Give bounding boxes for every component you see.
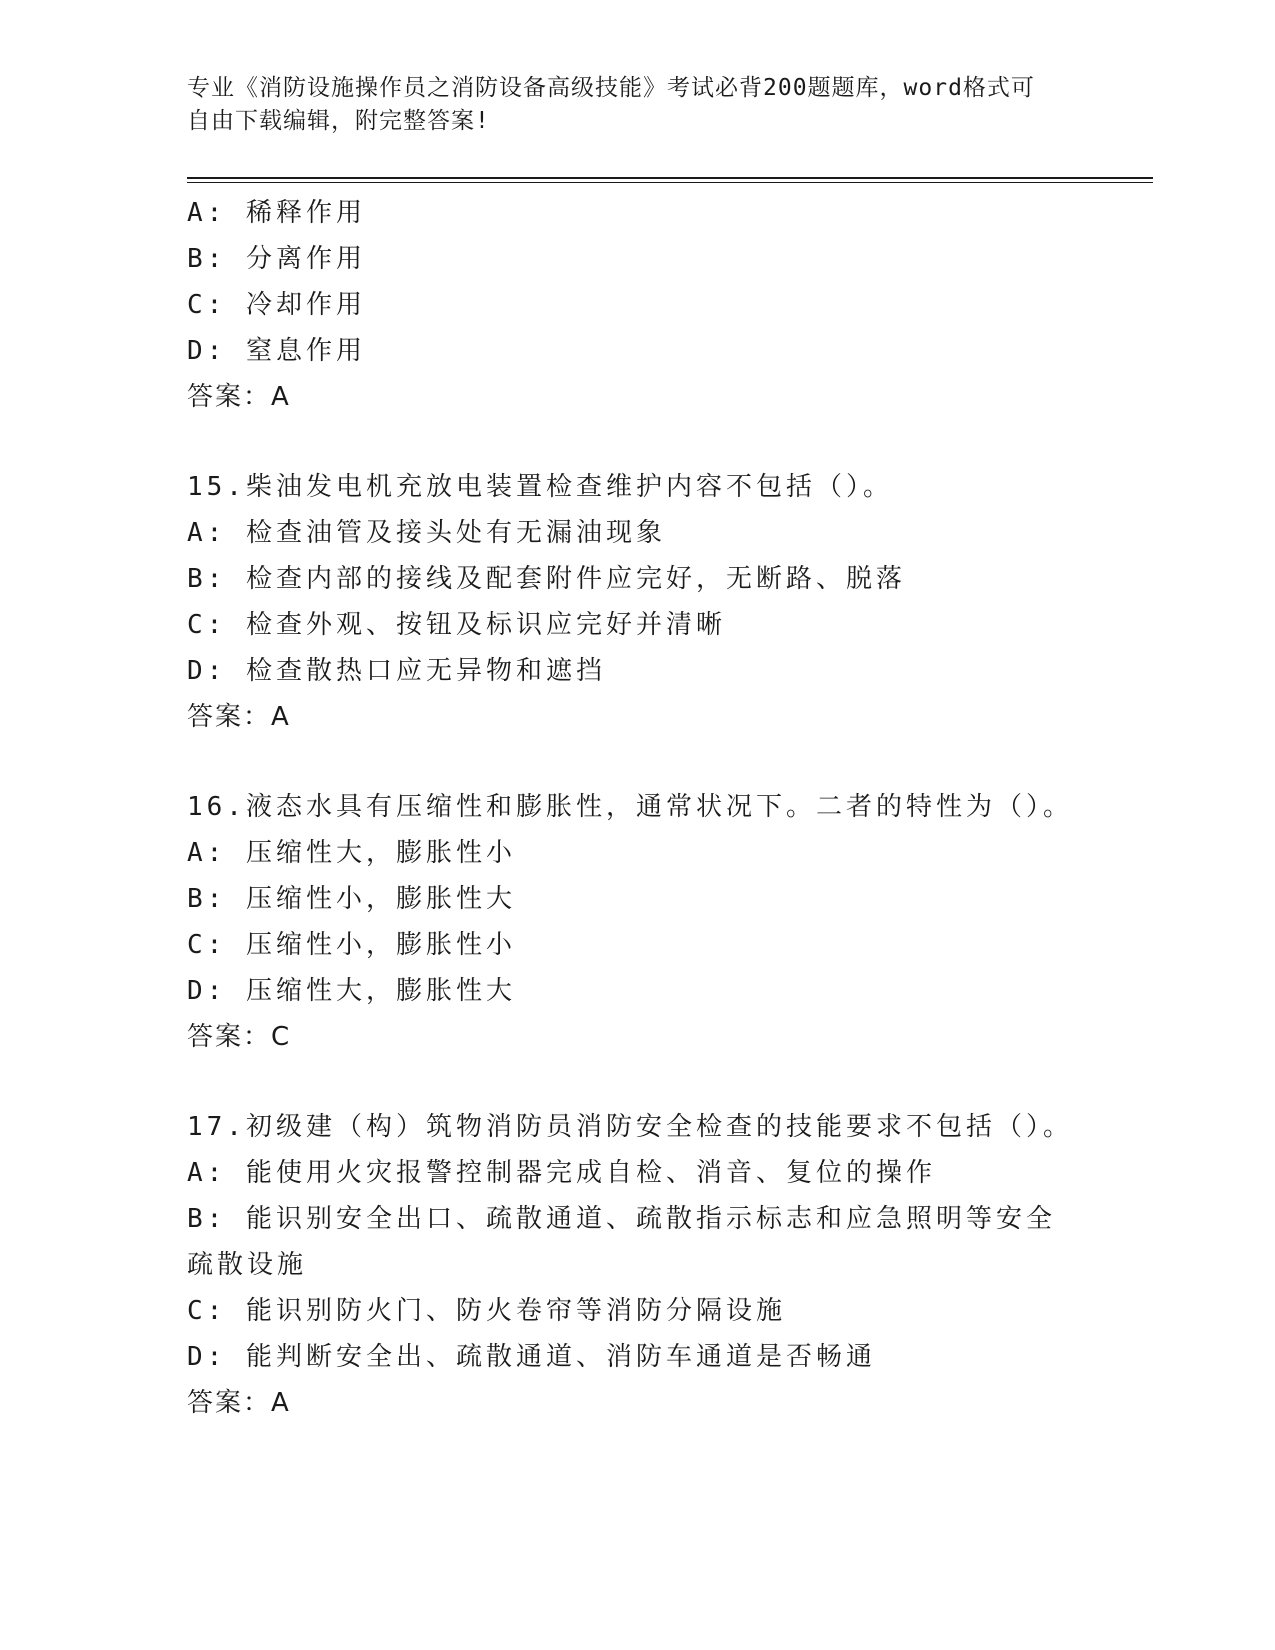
option-c: C: 冷却作用 bbox=[187, 290, 366, 320]
option-b: B: 能识别安全出口、疏散通道、疏散指示标志和应急照明等安全疏散设施 bbox=[187, 1204, 1056, 1280]
option-c: C: 能识别防火门、防火卷帘等消防分隔设施 bbox=[187, 1296, 786, 1326]
header-line-2: 自由下载编辑，附完整答案! bbox=[187, 108, 490, 134]
header-divider-thick bbox=[187, 177, 1153, 179]
option-d: D: 窒息作用 bbox=[187, 336, 366, 366]
question-14-options bbox=[187, 190, 1107, 420]
header-line-1: 专业《消防设施操作员之消防设备高级技能》考试必背200题题库，word格式可 bbox=[187, 75, 1035, 101]
option-d: D: 压缩性大，膨胀性大 bbox=[187, 976, 516, 1006]
option-c: C: 检查外观、按钮及标识应完好并清晰 bbox=[187, 610, 726, 640]
question-list bbox=[187, 190, 1107, 1426]
answer: 答案：A bbox=[187, 1388, 291, 1418]
spacer bbox=[187, 740, 1107, 784]
option-b: B: 分离作用 bbox=[187, 244, 366, 274]
question-text: 17.初级建（构）筑物消防员消防安全检查的技能要求不包括（）。 bbox=[187, 1112, 1073, 1142]
option-a: A: 稀释作用 bbox=[187, 198, 366, 228]
question-text: 15.柴油发电机充放电装置检查维护内容不包括（）。 bbox=[187, 472, 893, 502]
document-header bbox=[187, 72, 1087, 138]
header-divider-thin bbox=[187, 182, 1153, 183]
option-b: B: 检查内部的接线及配套附件应完好，无断路、脱落 bbox=[187, 564, 906, 594]
option-a: A: 能使用火灾报警控制器完成自检、消音、复位的操作 bbox=[187, 1158, 936, 1188]
option-a: A: 压缩性大，膨胀性小 bbox=[187, 838, 516, 868]
answer: 答案：A bbox=[187, 702, 291, 732]
option-c: C: 压缩性小，膨胀性小 bbox=[187, 930, 516, 960]
option-b: B: 压缩性小，膨胀性大 bbox=[187, 884, 516, 914]
answer: 答案：A bbox=[187, 382, 291, 412]
option-a: A: 检查油管及接头处有无漏油现象 bbox=[187, 518, 666, 548]
answer: 答案：C bbox=[187, 1022, 292, 1052]
spacer bbox=[187, 420, 1107, 464]
spacer bbox=[187, 1060, 1107, 1104]
question-text: 16.液态水具有压缩性和膨胀性，通常状况下。二者的特性为（）。 bbox=[187, 792, 1073, 822]
question-17 bbox=[187, 1104, 1107, 1426]
question-16 bbox=[187, 784, 1107, 1060]
question-15 bbox=[187, 464, 1107, 740]
option-d: D: 检查散热口应无异物和遮挡 bbox=[187, 656, 606, 686]
option-d: D: 能判断安全出、疏散通道、消防车通道是否畅通 bbox=[187, 1342, 876, 1372]
